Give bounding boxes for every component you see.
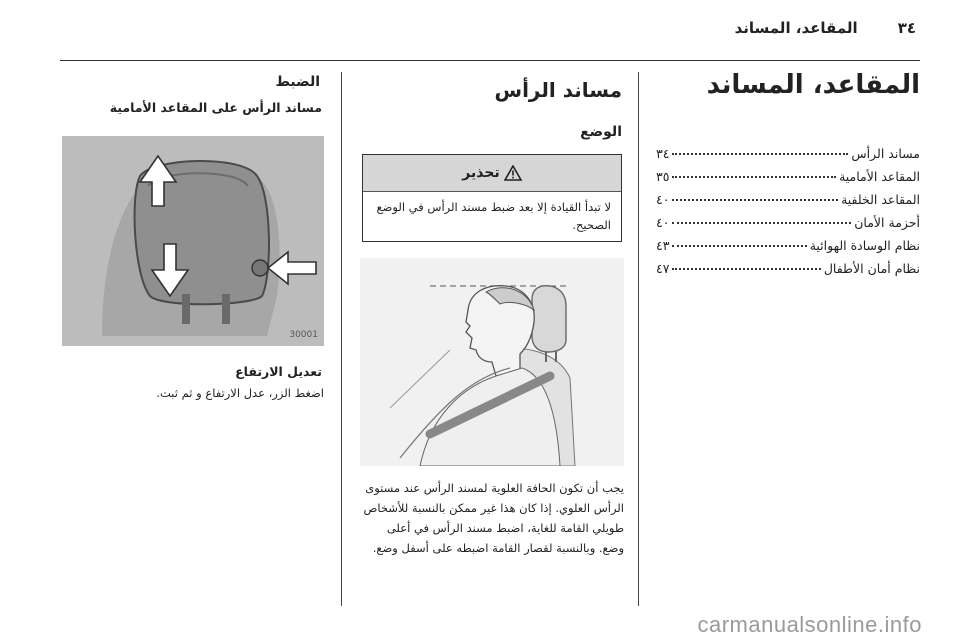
column-divider-right [638,72,639,606]
toc-dots [672,268,820,270]
toc-item[interactable] [656,146,920,169]
headrests-title: مساند الرأس [494,78,622,102]
position-description: يجب أن تكون الحافة العلوية لمسند الرأس عند مستوى الرأس العلوي. إذا كان هذا غير ممكن بالنسبة للأشخاص طويلي القامة للغاية، اضبط مسند الرأس في أعلى وضع. وبالنسبة لقصار القامة اضبطه على أسفل وضع. [363,481,624,555]
header-rule [60,60,920,61]
toc-item-page: ٤٠ [656,192,670,207]
figure-code: 30001 [289,330,318,340]
toc-item-page: ٣٤ [656,146,670,161]
column-divider-left [341,72,342,606]
toc-item-page: ٤٣ [656,238,670,253]
toc-item-label: مساند الرأس [851,146,920,161]
height-adjustment-text: اضغط الزر، عدل الارتفاع و ثم ثبت. [156,386,324,400]
page-number: ٣٤ [897,19,916,37]
toc-item[interactable] [656,215,920,238]
toc-item-page: ٤٧ [656,261,670,276]
toc-item[interactable] [656,238,920,261]
toc-item-page: ٣٥ [656,169,670,184]
front-headrests-subtitle: مساند الرأس على المقاعد الأمامية [109,100,322,115]
toc-dots [672,222,851,224]
toc-dots [672,153,848,155]
section-title: المقاعد، المساند [734,19,858,37]
driver-headrest-illustration [360,258,624,466]
page-header [396,8,916,48]
watermark: carmanualsonline.info [697,612,922,637]
toc-dots [672,176,836,178]
toc-item[interactable] [656,169,920,192]
warning-header [363,155,621,192]
warning-box [362,154,622,242]
warning-icon [504,165,522,181]
toc-item-label: المقاعد الخلفية [841,192,920,207]
toc-dots [672,245,806,247]
toc-item-label: المقاعد الأمامية [839,169,920,184]
toc-list [656,146,920,284]
toc-item-label: أحزمة الأمان [854,215,920,230]
toc-title: المقاعد، المساند [706,70,920,100]
adjustment-title: الضبط [275,74,320,90]
toc-item[interactable] [656,192,920,215]
toc-item-page: ٤٠ [656,215,670,230]
toc-item-label: نظام أمان الأطفال [823,261,920,276]
warning-title: تحذير [462,165,500,181]
toc-dots [672,199,838,201]
position-subtitle: الوضع [580,124,622,140]
toc-item[interactable] [656,261,920,284]
height-adjustment-title: تعديل الارتفاع [235,364,322,379]
warning-text: لا تبدأ القيادة إلا بعد ضبط مسند الرأس في الوضع الصحيح. [376,200,611,232]
toc-item-label: نظام الوسادة الهوائية [809,238,920,253]
headrest-adjustment-illustration [62,136,324,346]
